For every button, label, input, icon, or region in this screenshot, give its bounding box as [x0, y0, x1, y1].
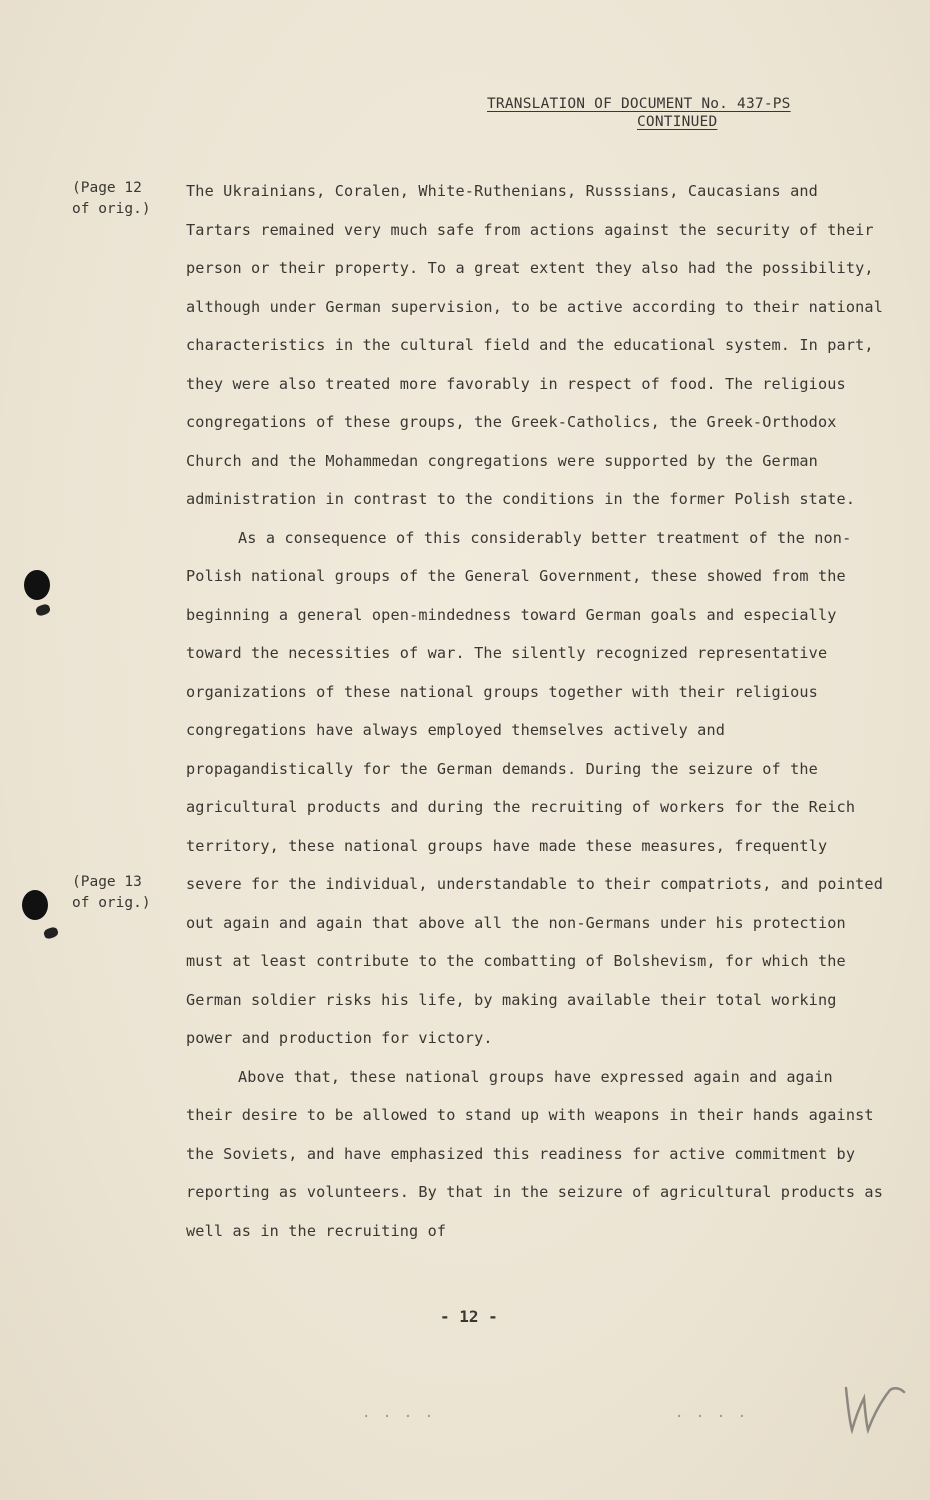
punch-hole-tear	[35, 603, 52, 617]
paragraph-1: The Ukrainians, Coralen, White-Ruthenians, Russsians, Caucasians and Tartars remained very much safe from actions against the security of their person or their property. To a great extent they also had the possibility, although under German supervision, to be active according to their national characteristics in the cultural field and the educational system. In part, they were also treated more favorably in respect of food. The religious congregations of these groups, the Greek-Catholics, the Greek-Orthodox Church and the Mohammedan congregations were supported by the German administration in contrast to the conditions in the former Polish state.	[186, 182, 884, 508]
punch-hole	[22, 890, 48, 920]
margin-note-page-12	[72, 178, 182, 220]
punch-hole-tear	[43, 926, 60, 940]
handwritten-initials	[838, 1378, 908, 1438]
margin-note-line: of orig.)	[72, 895, 151, 911]
paragraph-2: As a consequence of this considerably better treatment of the non-Polish national groups of the General Government, these showed from the beginning a general open-mindedness toward German goals and especially toward the necessities of war. The silently recognized representative organizations of these national groups together with their religious congregations have always employed themselves actively and propagandistically for the German demands. During the seizure of the agricultural products and during the recruiting of workers for the Reich territory, these national groups have made these measures, frequently severe for the individual, understandable to their compatriots, and pointed out again and again that above all the non-Germans under his protection must at least contribute to the combatting of Bolshevism, for which the German soldier risks his life, by making available their total working power and production for victory.	[186, 528, 884, 1047]
header-subtitle: CONTINUED	[637, 114, 718, 130]
header-title: TRANSLATION OF DOCUMENT No. 437-PS	[487, 96, 791, 112]
margin-note-line: (Page 12	[72, 180, 142, 196]
margin-note-line: (Page 13	[72, 874, 142, 890]
page-number: - 12 -	[440, 1307, 498, 1326]
stray-marks: . . . .	[362, 1405, 436, 1421]
document-body	[186, 172, 886, 1250]
document-header	[487, 96, 832, 130]
paragraph-3: Above that, these national groups have expressed again and again their desire to be allowed to stand up with weapons in their hands against the Soviets, and have emphasized this readiness for active commitment by reporting as volunteers. By that in the seizure of agricultural products as well as in the recruiting of	[186, 1067, 884, 1240]
margin-note-line: of orig.)	[72, 201, 151, 217]
punch-hole	[24, 570, 50, 600]
stray-marks: . . . .	[675, 1405, 749, 1421]
margin-note-page-13	[72, 872, 182, 914]
